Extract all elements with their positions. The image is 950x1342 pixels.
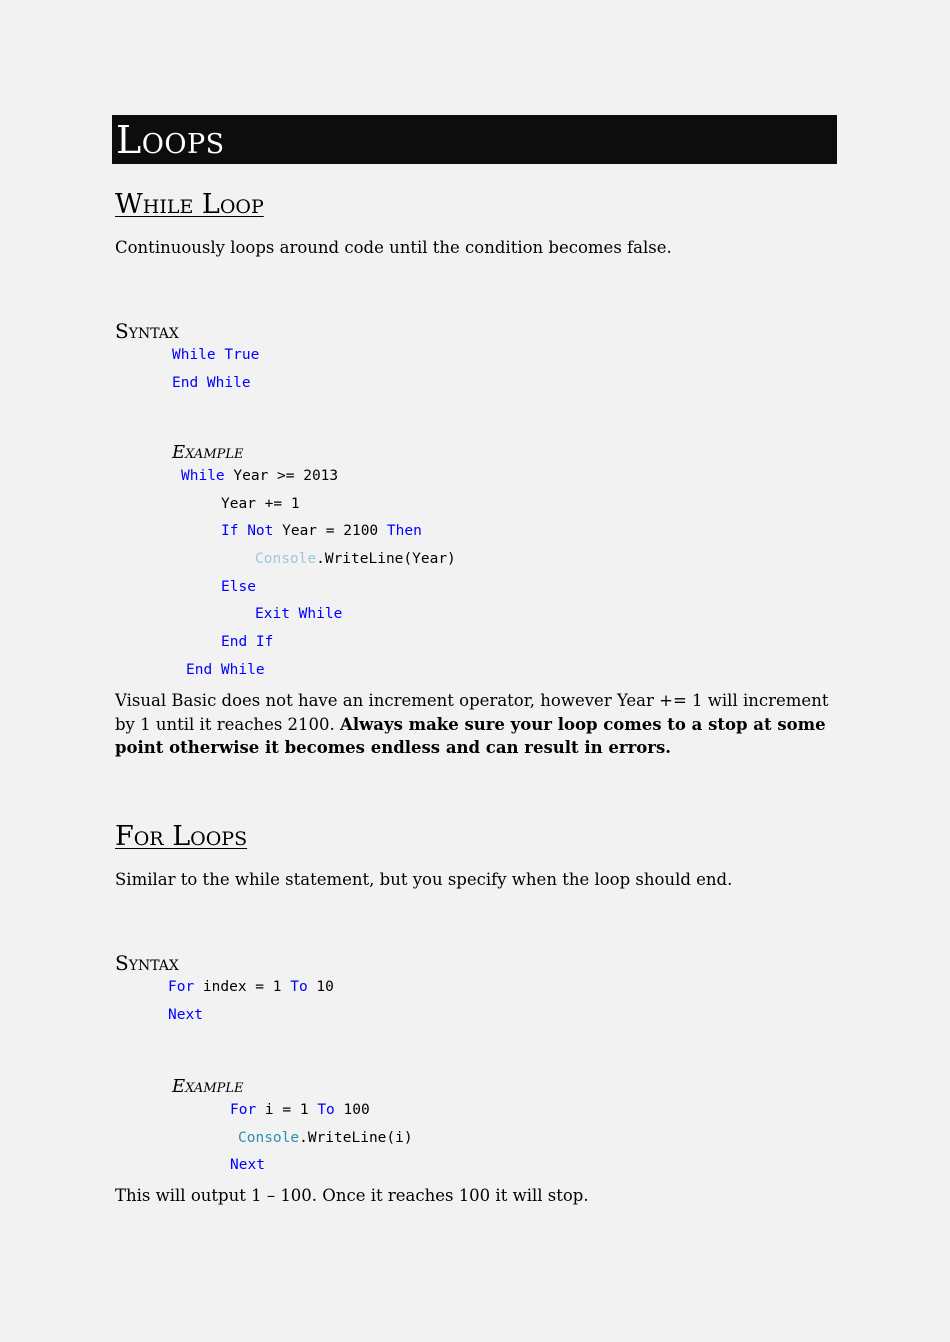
- code-text: 100: [334, 1102, 370, 1118]
- while-example-line-8: End While: [186, 662, 265, 678]
- code-keyword: While: [181, 468, 225, 484]
- page-title: Loops: [116, 118, 225, 162]
- code-class: Console: [255, 551, 317, 567]
- for-note: This will output 1 – 100. Once it reaches 100 it will stop.: [115, 1186, 589, 1205]
- code-text: index = 1: [194, 979, 291, 995]
- while-example-line-2: Year += 1: [221, 496, 300, 512]
- while-example-line-4: [255, 549, 456, 569]
- code-text: .WriteLine(Year): [316, 551, 456, 567]
- code-text: Year >= 2013: [224, 468, 339, 484]
- while-syntax-line-1: While True: [172, 347, 260, 363]
- while-note-warning: Always make sure your loop comes to a stop at some point otherwise it becomes endless and can result in errors.: [115, 714, 826, 757]
- while-example-line-7: End If: [221, 634, 274, 650]
- code-keyword: If Not: [221, 523, 274, 539]
- code-keyword: To: [290, 979, 308, 995]
- for-syntax-line-2: Next: [168, 1007, 203, 1023]
- while-example-line-5: Else: [221, 579, 256, 595]
- while-note-text: Visual Basic does not have an increment operator, however Year += 1 will increment by 1 until it reaches 2100.: [115, 691, 829, 734]
- for-example-line-3: Next: [230, 1157, 265, 1173]
- for-syntax-line-1: [168, 977, 334, 997]
- for-loops-heading: For Loops: [115, 821, 248, 852]
- while-example-line-6: Exit While: [255, 606, 343, 622]
- for-example-heading: Example: [172, 1076, 244, 1097]
- while-note: [115, 689, 833, 760]
- for-syntax-heading: Syntax: [115, 951, 179, 975]
- for-example-line-2: [238, 1128, 413, 1148]
- while-example-line-3: [221, 521, 422, 541]
- while-example-heading: Example: [172, 442, 244, 463]
- code-text: i = 1: [256, 1102, 318, 1118]
- code-keyword: For: [168, 979, 195, 995]
- while-loop-heading: While Loop: [115, 189, 264, 220]
- code-text: .WriteLine(i): [299, 1130, 413, 1146]
- for-example-line-1: [230, 1100, 370, 1120]
- code-class: Console: [238, 1130, 300, 1146]
- while-example-line-1: [181, 466, 338, 486]
- code-keyword: For: [230, 1102, 257, 1118]
- code-text: Year = 2100: [273, 523, 387, 539]
- code-text: 10: [307, 979, 334, 995]
- code-keyword: To: [317, 1102, 335, 1118]
- while-description: Continuously loops around code until the condition becomes false.: [115, 238, 672, 257]
- while-syntax-line-2: End While: [172, 375, 251, 391]
- code-keyword: Then: [386, 523, 422, 539]
- for-description: Similar to the while statement, but you specify when the loop should end.: [115, 870, 733, 889]
- while-syntax-heading: Syntax: [115, 319, 179, 343]
